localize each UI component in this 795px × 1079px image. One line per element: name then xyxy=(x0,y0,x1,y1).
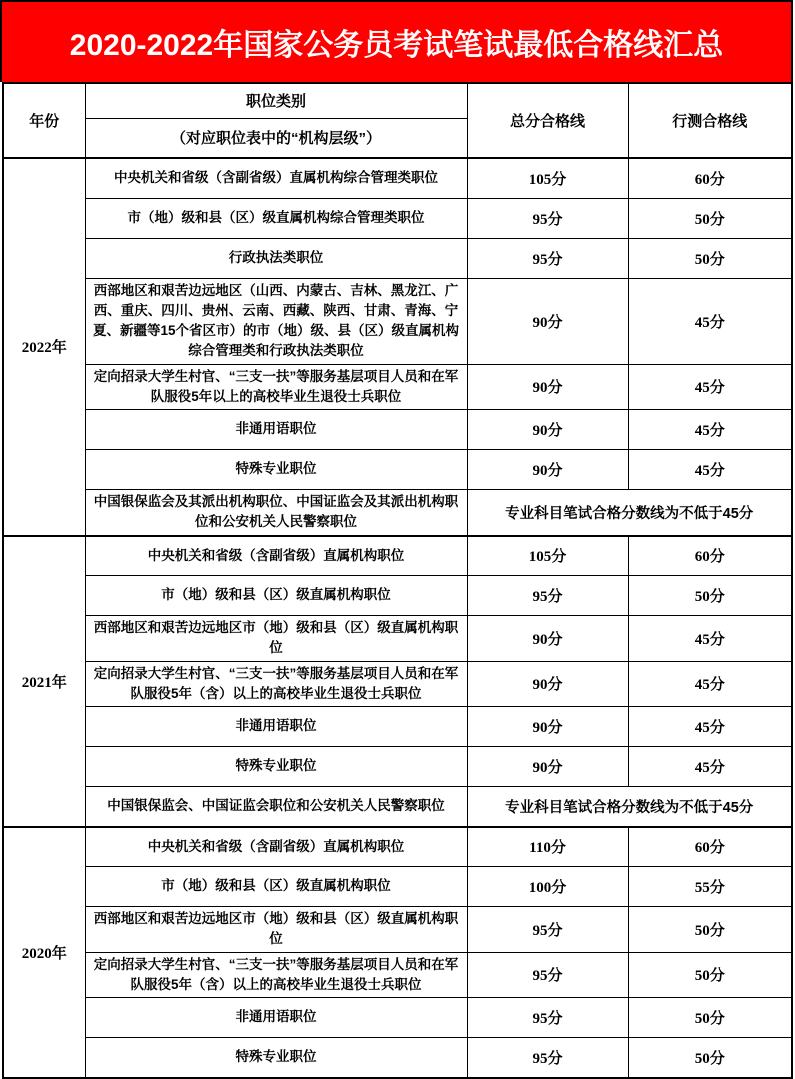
position-cell: 行政执法类职位 xyxy=(85,238,467,278)
position-cell: 特殊专业职位 xyxy=(85,450,467,490)
table-row xyxy=(3,907,792,953)
title-banner xyxy=(0,0,793,82)
position-cell: 西部地区和艰苦边远地区（山西、内蒙古、吉林、黑龙江、广西、重庆、四川、贵州、云南、西藏、陕西、甘肃、青海、宁夏、新疆等15个省区市）的市（地）级、县（区）级直属机构综合管理类和行政执法类职位 xyxy=(85,278,467,364)
total-score-cell: 95分 xyxy=(467,907,628,953)
total-score-cell: 110分 xyxy=(467,827,628,867)
xingce-score-cell: 45分 xyxy=(628,707,792,747)
table-row xyxy=(3,238,792,278)
total-score-cell: 90分 xyxy=(467,278,628,364)
position-cell: 非通用语职位 xyxy=(85,410,467,450)
xingce-score-cell: 50分 xyxy=(628,576,792,616)
score-table xyxy=(2,82,793,1079)
table-row xyxy=(3,278,792,364)
year-cell: 2022年 xyxy=(3,158,85,536)
position-cell: 中央机关和省级（含副省级）直属机构职位 xyxy=(85,827,467,867)
position-cell: 特殊专业职位 xyxy=(85,747,467,787)
xingce-score-cell: 55分 xyxy=(628,867,792,907)
position-cell: 特殊专业职位 xyxy=(85,1038,467,1078)
total-score-cell: 90分 xyxy=(467,410,628,450)
xingce-score-cell: 50分 xyxy=(628,198,792,238)
table-row xyxy=(3,867,792,907)
table-row xyxy=(3,158,792,198)
total-score-cell: 105分 xyxy=(467,158,628,198)
position-cell: 中国银保监会、中国证监会职位和公安机关人民警察职位 xyxy=(85,787,467,827)
total-score-cell: 95分 xyxy=(467,1038,628,1078)
xingce-score-cell: 60分 xyxy=(628,827,792,867)
xingce-score-cell: 45分 xyxy=(628,278,792,364)
xingce-score-cell: 50分 xyxy=(628,1038,792,1078)
total-score-cell: 95分 xyxy=(467,998,628,1038)
position-cell: 市（地）级和县（区）级直属机构职位 xyxy=(85,867,467,907)
xingce-score-cell: 45分 xyxy=(628,364,792,410)
position-cell: 定向招录大学生村官、“三支一扶”等服务基层项目人员和在军队服役5年（含）以上的高校毕业生退役士兵职位 xyxy=(85,661,467,707)
table-row xyxy=(3,707,792,747)
position-cell: 非通用语职位 xyxy=(85,998,467,1038)
table-row xyxy=(3,410,792,450)
total-score-cell: 90分 xyxy=(467,364,628,410)
table-row xyxy=(3,827,792,867)
position-cell: 中央机关和省级（含副省级）直属机构综合管理类职位 xyxy=(85,158,467,198)
total-score-cell: 95分 xyxy=(467,952,628,998)
header-category-note: （对应职位表中的“机构层级”） xyxy=(85,118,467,158)
xingce-score-cell: 50分 xyxy=(628,238,792,278)
position-cell: 西部地区和艰苦边远地区市（地）级和县（区）级直属机构职位 xyxy=(85,907,467,953)
table-row xyxy=(3,661,792,707)
total-score-cell: 95分 xyxy=(467,198,628,238)
total-score-cell: 95分 xyxy=(467,576,628,616)
header-row-top xyxy=(3,83,792,118)
xingce-score-cell: 45分 xyxy=(628,661,792,707)
total-score-cell: 105分 xyxy=(467,536,628,576)
merged-note-cell: 专业科目笔试合格分数线为不低于45分 xyxy=(467,490,792,536)
table-row xyxy=(3,198,792,238)
xingce-score-cell: 45分 xyxy=(628,747,792,787)
table-row xyxy=(3,450,792,490)
position-cell: 市（地）级和县（区）级直属机构职位 xyxy=(85,576,467,616)
xingce-score-cell: 50分 xyxy=(628,952,792,998)
xingce-score-cell: 45分 xyxy=(628,616,792,662)
total-score-cell: 95分 xyxy=(467,238,628,278)
position-cell: 非通用语职位 xyxy=(85,707,467,747)
year-cell: 2021年 xyxy=(3,536,85,827)
position-cell: 中国银保监会及其派出机构职位、中国证监会及其派出机构职位和公安机关人民警察职位 xyxy=(85,490,467,536)
total-score-cell: 90分 xyxy=(467,616,628,662)
total-score-cell: 90分 xyxy=(467,661,628,707)
table-row xyxy=(3,787,792,827)
position-cell: 西部地区和艰苦边远地区市（地）级和县（区）级直属机构职位 xyxy=(85,616,467,662)
table-row xyxy=(3,364,792,410)
table-row xyxy=(3,1038,792,1078)
table-row xyxy=(3,490,792,536)
position-cell: 市（地）级和县（区）级直属机构综合管理类职位 xyxy=(85,198,467,238)
position-cell: 定向招录大学生村官、“三支一扶”等服务基层项目人员和在军队服役5年（含）以上的高校毕业生退役士兵职位 xyxy=(85,952,467,998)
xingce-score-cell: 45分 xyxy=(628,410,792,450)
header-year: 年份 xyxy=(3,83,85,158)
xingce-score-cell: 60分 xyxy=(628,158,792,198)
position-cell: 中央机关和省级（含副省级）直属机构职位 xyxy=(85,536,467,576)
total-score-cell: 90分 xyxy=(467,450,628,490)
page-title: 2020-2022年国家公务员考试笔试最低合格线汇总 xyxy=(69,29,724,62)
xingce-score-cell: 50分 xyxy=(628,998,792,1038)
position-cell: 定向招录大学生村官、“三支一扶”等服务基层项目人员和在军队服役5年以上的高校毕业生退役士兵职位 xyxy=(85,364,467,410)
header-xingce-score: 行测合格线 xyxy=(628,83,792,158)
xingce-score-cell: 60分 xyxy=(628,536,792,576)
table-row xyxy=(3,747,792,787)
total-score-cell: 90分 xyxy=(467,707,628,747)
xingce-score-cell: 50分 xyxy=(628,907,792,953)
total-score-cell: 90分 xyxy=(467,747,628,787)
merged-note-cell: 专业科目笔试合格分数线为不低于45分 xyxy=(467,787,792,827)
header-total-score: 总分合格线 xyxy=(467,83,628,158)
header-category: 职位类别 xyxy=(85,83,467,118)
table-body xyxy=(3,158,792,1078)
year-cell: 2020年 xyxy=(3,827,85,1078)
xingce-score-cell: 45分 xyxy=(628,450,792,490)
table-row xyxy=(3,616,792,662)
table-row xyxy=(3,536,792,576)
table-row xyxy=(3,576,792,616)
total-score-cell: 100分 xyxy=(467,867,628,907)
table-row xyxy=(3,952,792,998)
table-row xyxy=(3,998,792,1038)
